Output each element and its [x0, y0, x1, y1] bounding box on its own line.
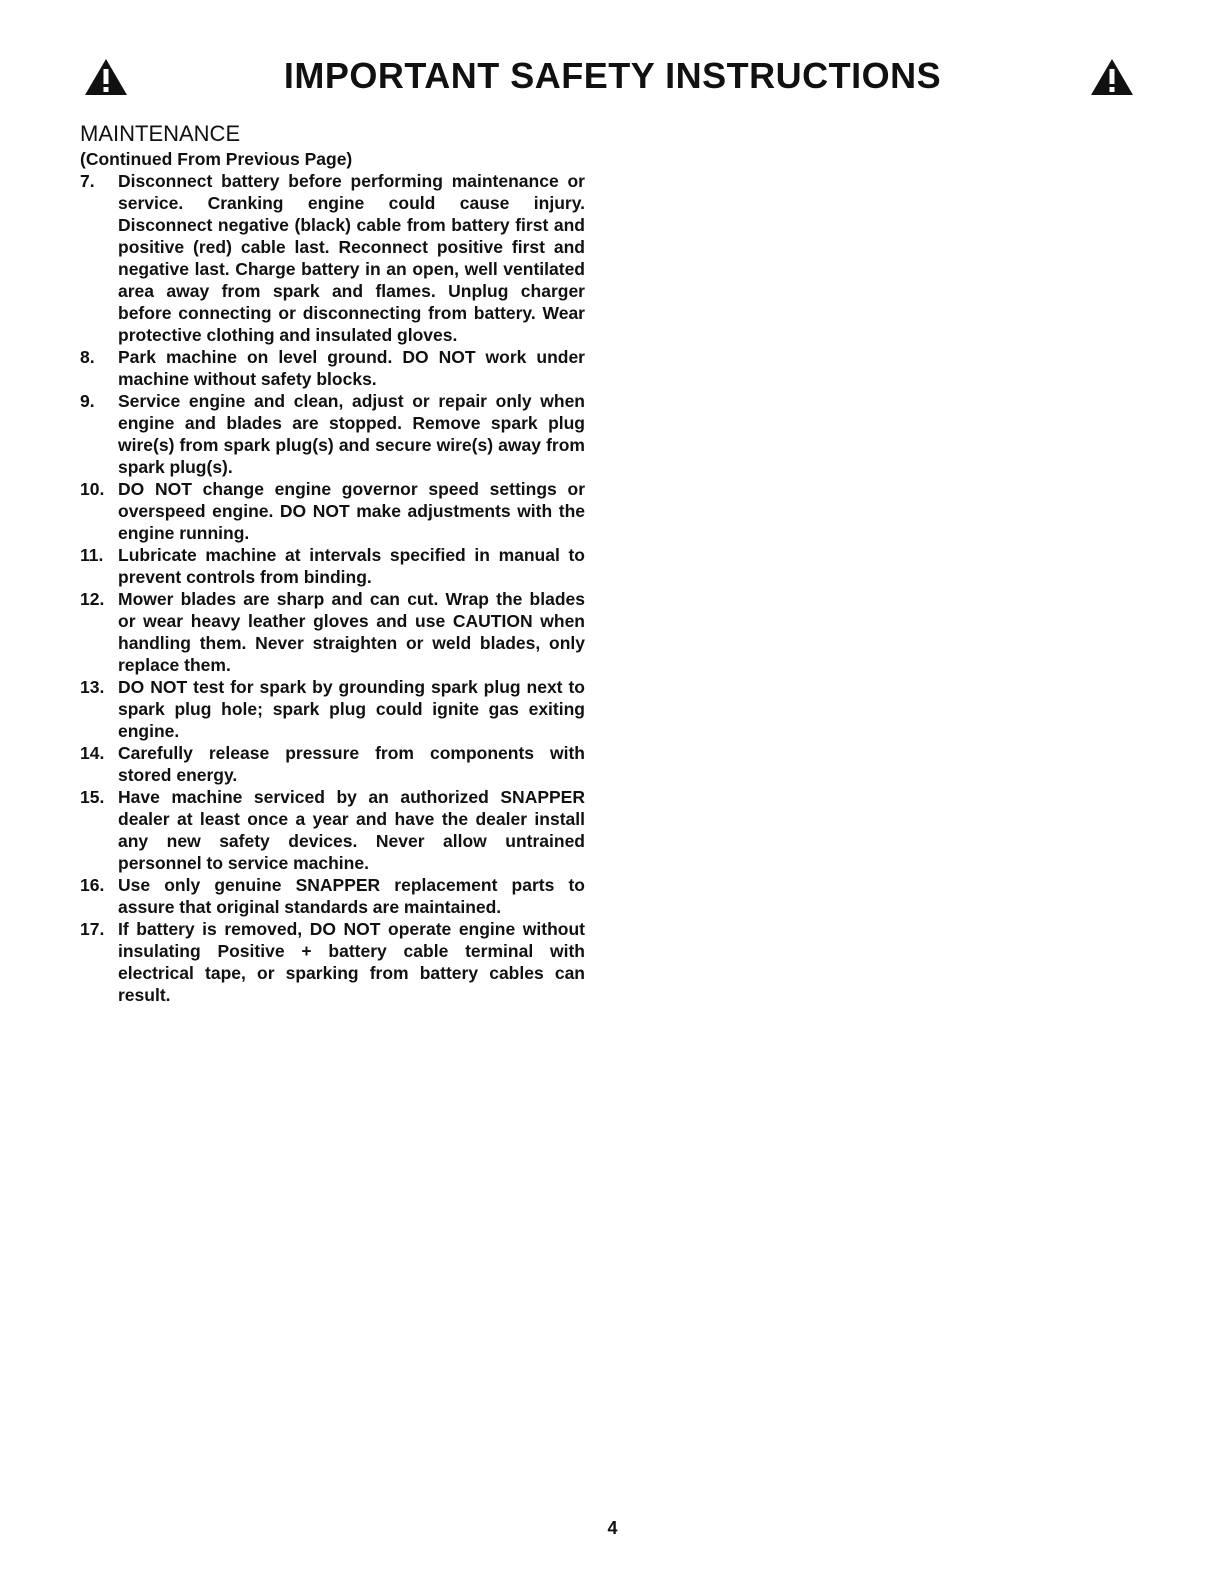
item-text: Service engine and clean, adjust or repair only when engine and blades are stopped. Remove spark plug wire(s) from spark plug(s) and secure wire(s) away from spark plug(s). — [118, 391, 585, 477]
item-text: Disconnect battery before performing maintenance or service. Cranking engine could cause injury. Disconnect negative (black) cable from battery first and positive (red) cable last. Reconnect positive first and negative last. Charge battery in an open, well ventilated area away from spark and flames. Unplug charger before connecting or disconnecting from battery. Wear protective clothing and insulated gloves. — [118, 171, 585, 345]
page-number: 4 — [607, 1518, 618, 1538]
item-text: Lubricate machine at intervals specified in manual to prevent controls from binding. — [118, 545, 585, 587]
continued-note: (Continued From Previous Page) — [80, 149, 353, 169]
item-number: 12. — [80, 589, 105, 609]
list-item — [80, 346, 585, 390]
item-number: 7. — [80, 171, 95, 191]
list-item — [80, 544, 585, 588]
item-number: 17. — [80, 919, 105, 939]
item-number: 8. — [80, 347, 95, 367]
item-text: Use only genuine SNAPPER replacement parts to assure that original standards are maintained. — [118, 875, 585, 917]
list-item — [80, 588, 585, 676]
item-text: Carefully release pressure from components with stored energy. — [118, 743, 585, 785]
item-text: Mower blades are sharp and can cut. Wrap the blades or wear heavy leather gloves and use CAUTION when handling them. Never straighten or weld blades, only replace them. — [118, 589, 585, 675]
item-text: Park machine on level ground. DO NOT work under machine without safety blocks. — [118, 347, 585, 389]
item-number: 14. — [80, 743, 105, 763]
list-item — [80, 478, 585, 544]
list-item — [80, 170, 585, 346]
list-item — [80, 786, 585, 874]
item-number: 15. — [80, 787, 105, 807]
item-text: If battery is removed, DO NOT operate engine without insulating Positive + battery cable terminal with electrical tape, or sparking from battery cables can result. — [118, 919, 585, 1005]
list-item — [80, 742, 585, 786]
maintenance-section — [80, 120, 585, 1006]
page-header — [0, 52, 1225, 102]
page-title: IMPORTANT SAFETY INSTRUCTIONS — [283, 55, 942, 96]
item-text: DO NOT change engine governor speed settings or overspeed engine. DO NOT make adjustments with the engine running. — [118, 479, 585, 543]
list-item — [80, 874, 585, 918]
list-item — [80, 676, 585, 742]
instruction-list — [80, 170, 585, 1006]
section-heading: MAINTENANCE — [80, 121, 241, 146]
item-number: 16. — [80, 875, 105, 895]
warning-triangle-icon — [1090, 58, 1134, 96]
item-text: DO NOT test for spark by grounding spark plug next to spark plug hole; spark plug could ignite gas exiting engine. — [118, 677, 585, 741]
item-number: 13. — [80, 677, 105, 697]
item-number: 11. — [80, 545, 104, 565]
item-number: 10. — [80, 479, 105, 499]
item-number: 9. — [80, 391, 95, 411]
item-text: Have machine serviced by an authorized SNAPPER dealer at least once a year and have the dealer install any new safety devices. Never allow untrained personnel to service machine. — [118, 787, 585, 873]
list-item — [80, 918, 585, 1006]
list-item — [80, 390, 585, 478]
